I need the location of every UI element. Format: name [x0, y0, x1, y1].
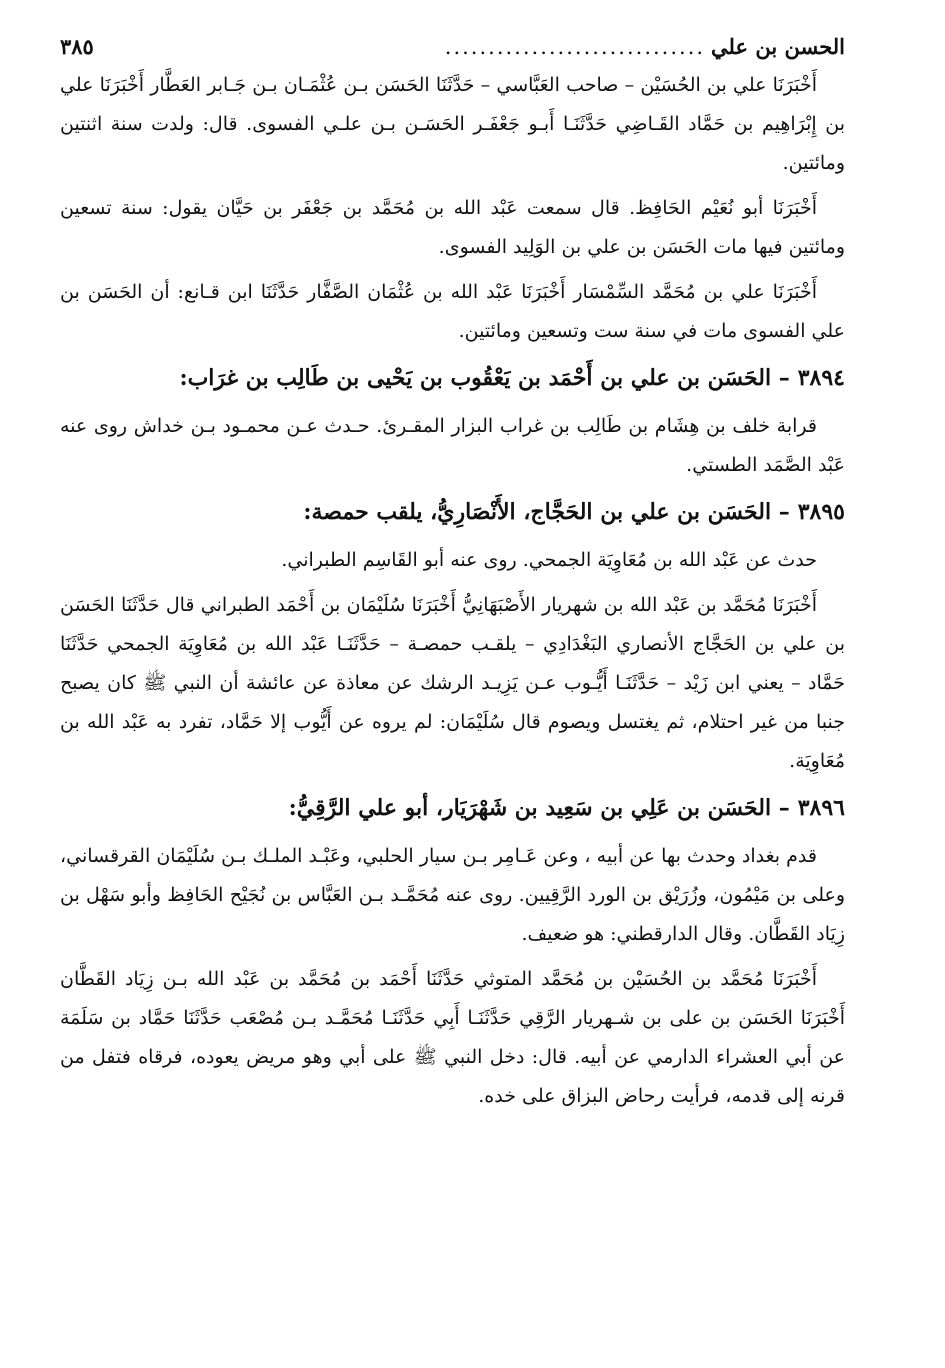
paragraph: أَخْبَرَنَا علي بن الحُسَيْن – صاحب العَبَّاسي – حَدَّثَنَا الحَسَن بـن عُثْمَـان بـن جَـابر العَطَّار أَخْبَرَنَا علي بن إِبْرَاهِيم بن حَمَّاد القَـاضِي حَدَّثَنَـا أَبـو جَعْفَـر الحَسَـن بـن علـي الفسوى. قال: ولدت سنة اثنتين ومائتين. [60, 74, 845, 174]
paragraph: أَخْبَرَنَا أبو نُعَيْم الحَافِظ. قال سمعت عَبْد الله بن مُحَمَّد بن جَعْفَر بن حَيَّان يقول: سنة تسعين ومائتين فيها مات الحَسَن بن علي بن الوَلِيد الفسوى. [60, 197, 845, 258]
book-page [60, 28, 845, 1328]
paragraph: حدث عن عَبْد الله بن مُعَاوِيَة الجمحي. روى عنه أبو القَاسِم الطبراني. [281, 549, 817, 571]
entry-title: – الحَسَن بن علي بن الحَجَّاج، الأَنْصَارِيُّ، يلقب حمصة: [303, 499, 790, 525]
page-number: ٣٨٥ [60, 34, 94, 59]
dot-leader: .............................. [444, 35, 706, 59]
entry-heading [60, 787, 845, 829]
entry-number: ٣٨٩٤ [797, 365, 845, 391]
paragraph: قرابة خلف بن هِشَام بن طَالِب بن غراب البزار المقـرئ. حـدث عـن محمـود بـن خداش روى عنه عَبْد الصَّمَد الطستي. [60, 415, 845, 476]
entry-number: ٣٨٩٦ [797, 795, 845, 821]
running-header [60, 28, 845, 66]
entry-number: ٣٨٩٥ [797, 499, 845, 525]
paragraph: أَخْبَرَنَا علي بن مُحَمَّد السِّمْسَار أَخْبَرَنَا عَبْد الله بن عُثْمَان الصَّفَّار حَدَّثَنَا ابن قـانع: أن الحَسَن بن علي الفسوى مات في سنة ست وتسعين ومائتين. [60, 281, 845, 342]
running-title: الحسن بن علي [711, 34, 845, 59]
entry-heading [60, 357, 845, 399]
paragraph: قدم بغداد وحدث بها عن أبيه ، وعن عَـامِر بـن سيار الحلبي، وعَبْـد الملـك بـن سُلَيْمَان القرقساني، وعلى بن مَيْمُون، وزُرَيْق بن الورد الرَّقِيين. روى عنه مُحَمَّـد بـن العَبَّاس بن نُجَيْح الحَافِظ وأبو سَهْل بن زِيَاد القَطَّان. وقال الدارقطني: هو ضعيف. [60, 845, 845, 945]
entry-heading [60, 491, 845, 533]
entry-title: – الحَسَن بن عَلِي بن سَعِيد بن شَهْرَيَار، أبو علي الرَّقِيُّ: [288, 795, 790, 821]
paragraph: أَخْبَرَنَا مُحَمَّد بن عَبْد الله بن شهريار الأَصْبَهَانِيُّ أَخْبَرَنَا سُلَيْمَان بن أَحْمَد الطبراني قال حَدَّثَنَا الحَسَن بن علي بن الحَجَّاج الأنصاري البَغْدَادِي – يلقـب حمصـة – حَدَّثَنَـا عَبْد الله بن مُعَاوِيَة الجمحي حَدَّثَنَا حَمَّاد – يعني ابن زَيْد – حَدَّثَنَـا أَيُّـوب عـن يَزِيـد الرشك عن معاذة عن عائشة أن النبي ﷺ كان يصبح جنبا من غير احتلام، ثم يغتسل ويصوم قال سُلَيْمَان: لم يروه عن أَيُّوب إلا حَمَّاد، تفرد به عَبْد الله بن مُعَاوِيَة. [60, 594, 846, 772]
paragraph: أَخْبَرَنَا مُحَمَّد بن الحُسَيْن بن مُحَمَّد المتوثي حَدَّثَنَا أَحْمَد بن مُحَمَّد بن عَبْد الله بـن زِيَاد القَطَّان أَخْبَرَنَا الحَسَن بن على بن شـهريار الرَّقِي حَدَّثَنَـا أَبِي حَدَّثَنَـا مُحَمَّـد بـن مُصْعَب حَدَّثَنَا حَمَّاد بن سَلَمَة عن أبي العشراء الدارمي عن أبيه. قال: دخل النبي ﷺ على أبي وهو مريض يعوده، فرقاه فتفل من قرنه إلى قدمه، فرأيت رحاض البزاق على خده. [60, 968, 845, 1107]
entry-title: – الحَسَن بن علي بن أَحْمَد بن يَعْقُوب بن يَحْيى بن طَالِب بن غرَاب: [179, 365, 790, 391]
